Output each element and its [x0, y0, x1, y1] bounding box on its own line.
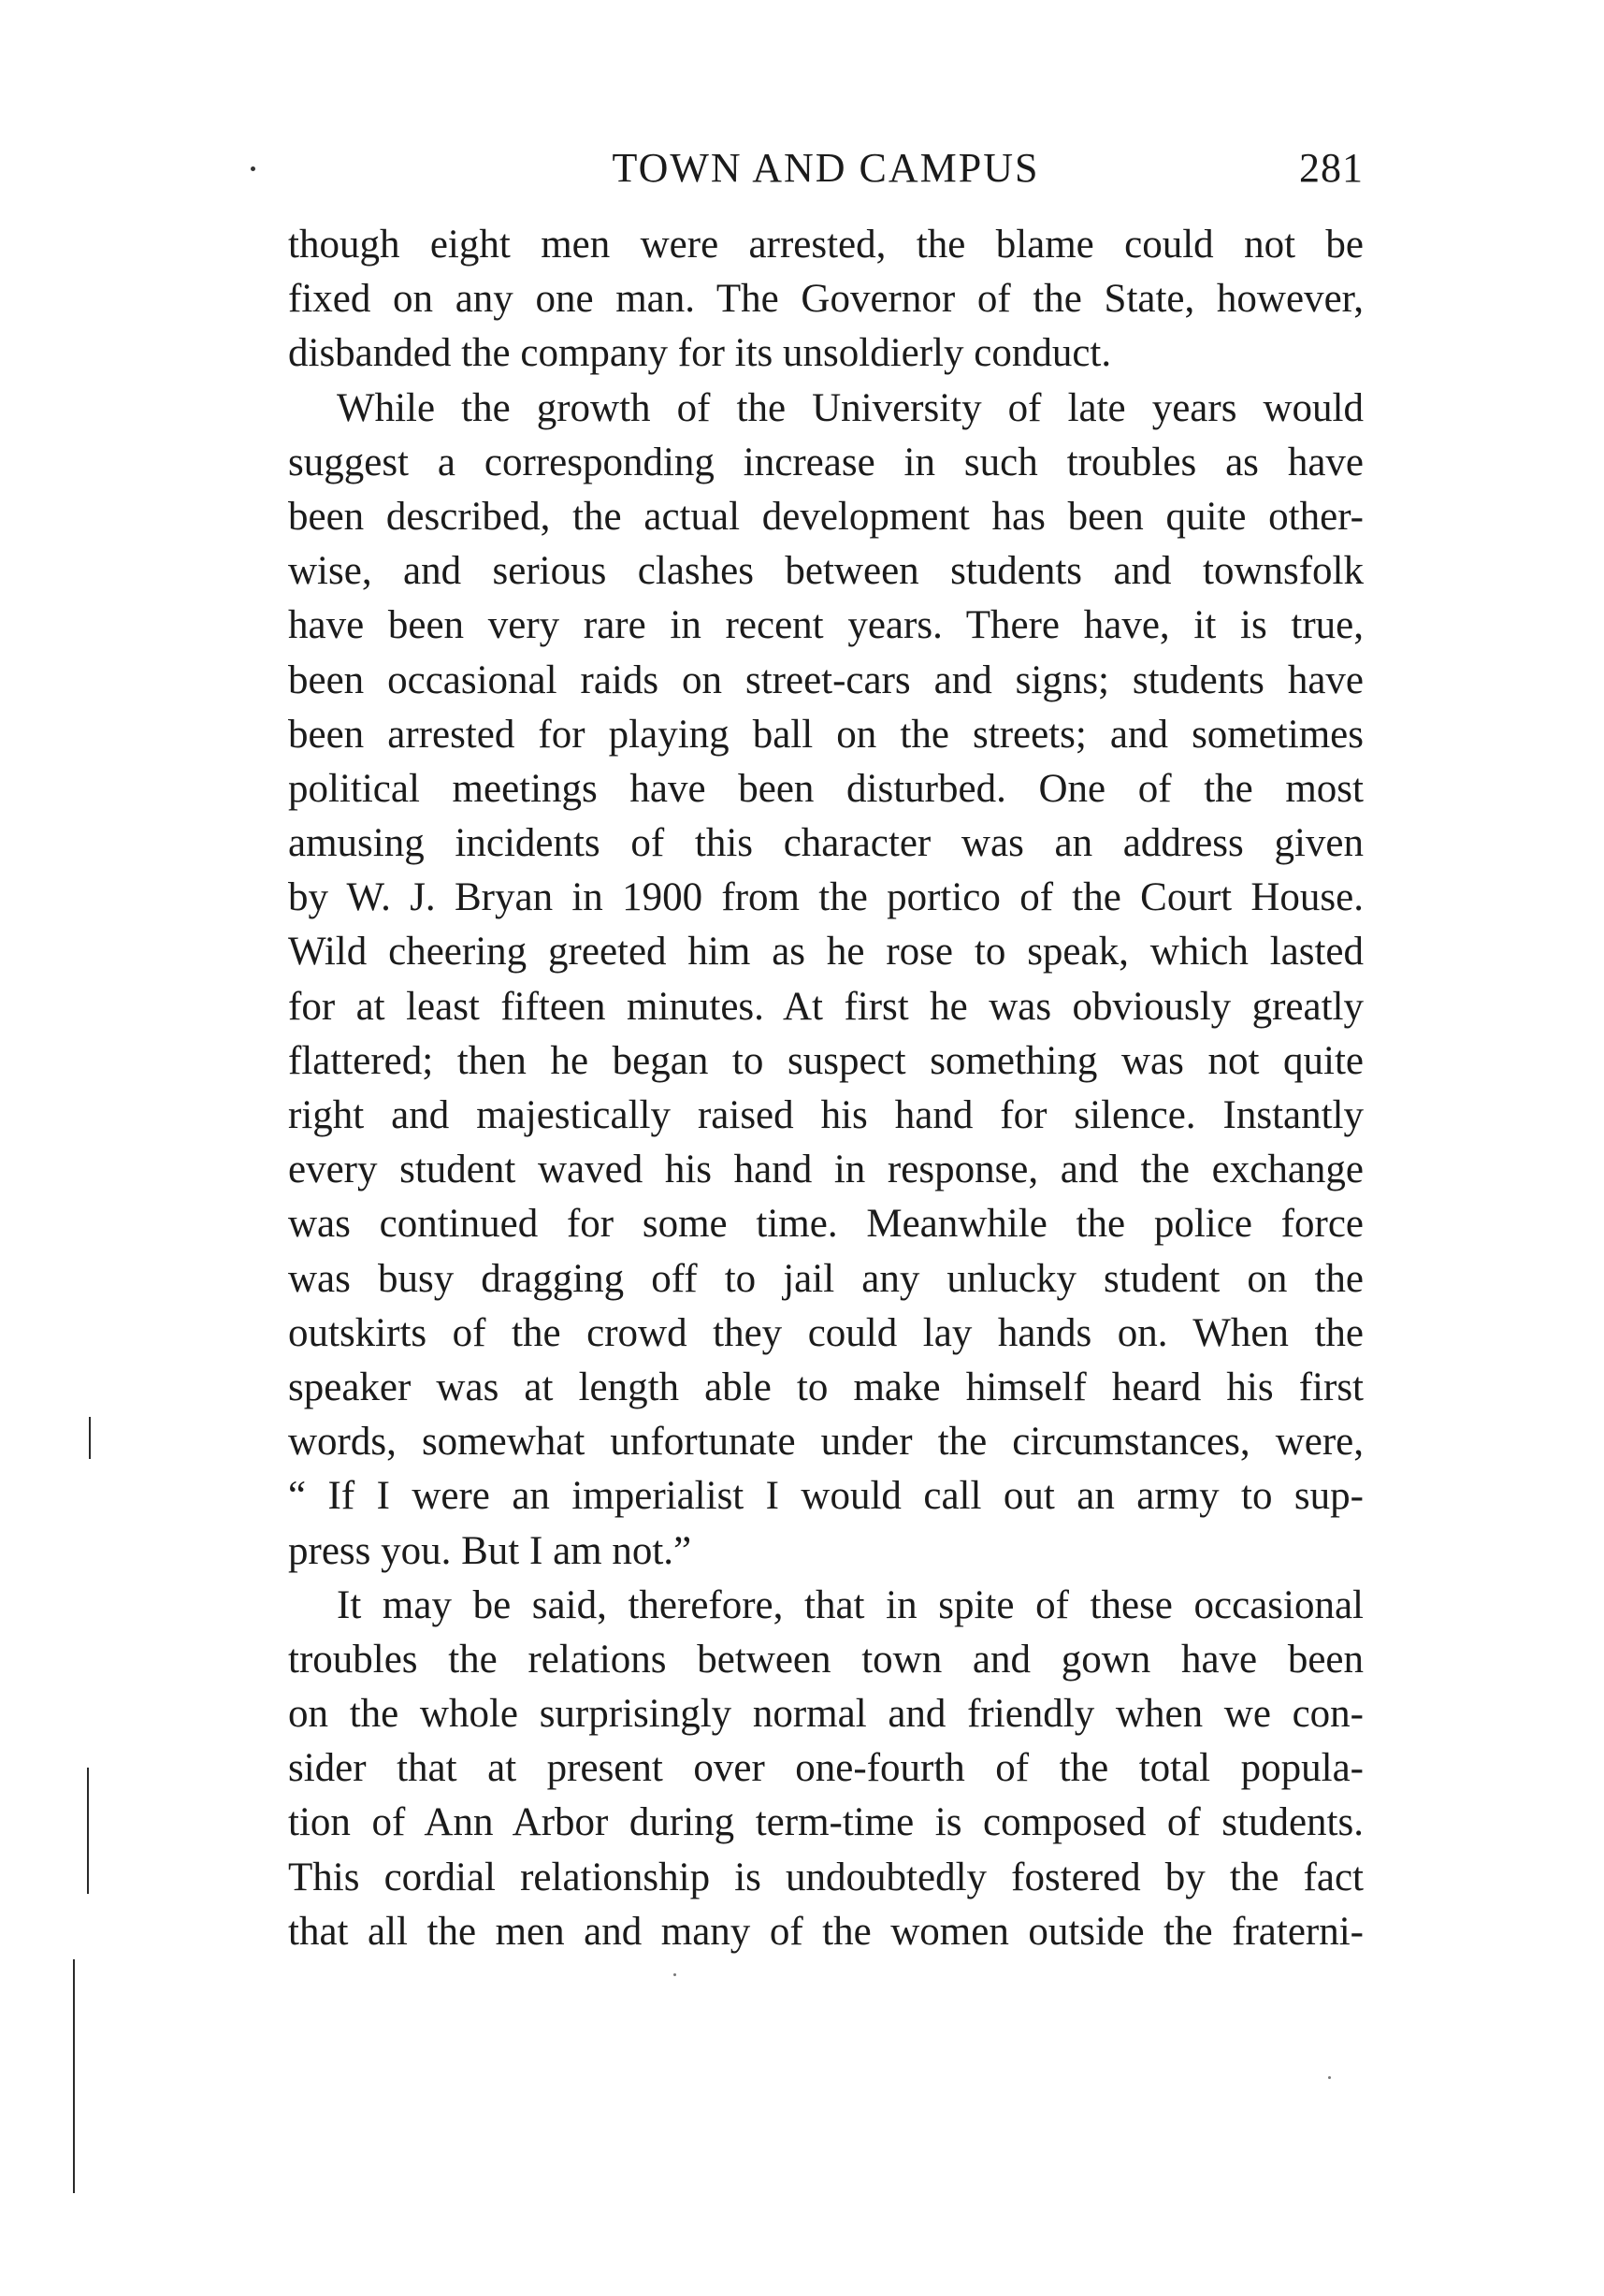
text-line: have been very rare in recent years. There have, it is true, [288, 603, 1364, 648]
text-line: It may be said, therefore, that in spite of these occasional [337, 1582, 1364, 1627]
text-line: While the growth of the University of late years would [337, 385, 1364, 430]
page-number: 281 [1299, 145, 1364, 191]
text-line: sider that at present over one-fourth of the total popula- [288, 1746, 1364, 1791]
text-line: that all the men and many of the women outside the fraterni- [288, 1909, 1364, 1954]
text-line: Wild cheering greeted him as he rose to speak, which lasted [288, 930, 1364, 975]
gutter-mark [87, 1768, 89, 1894]
text-line: been occasional raids on street-cars and signs; students have [288, 657, 1364, 702]
text-line: for at least fifteen minutes. At first he was obviously greatly [288, 984, 1364, 1029]
gutter-mark [73, 1959, 75, 2193]
text-line: troubles the relations between town and gown have been [288, 1637, 1364, 1682]
text-line: disbanded the company for its unsoldierly conduct. [288, 331, 1112, 376]
text-line: wise, and serious clashes between students and townsfolk [288, 549, 1364, 594]
text-line: every student waved his hand in response, and the exchange [288, 1148, 1364, 1192]
paper-speck [673, 1973, 676, 1976]
text-line: words, somewhat unfortunate under the circumstances, were, [288, 1420, 1364, 1465]
text-line: suggest a corresponding increase in such troubles as have [288, 440, 1364, 484]
text-line: This cordial relationship is undoubtedly fostered by the fact [288, 1855, 1364, 1899]
running-head-title: TOWN AND CAMPUS [612, 145, 1040, 191]
text-line: by W. J. Bryan in 1900 from the portico of the Court House. [288, 875, 1364, 920]
text-line: flattered; then he began to suspect something was not quite [288, 1038, 1364, 1083]
text-line: outskirts of the crowd they could lay hands on. When the [288, 1310, 1364, 1355]
text-line: right and majestically raised his hand for silence. Instantly [288, 1093, 1364, 1137]
text-line: speaker was at length able to make himself heard his first [288, 1365, 1364, 1409]
gutter-mark [89, 1417, 91, 1459]
paper-speck [1328, 2076, 1331, 2079]
text-line: was busy dragging off to jail any unlucky student on the [288, 1256, 1364, 1301]
text-line: amusing incidents of this character was an address given [288, 821, 1364, 866]
text-line: political meetings have been disturbed. One of the most [288, 766, 1364, 811]
text-line: on the whole surprisingly normal and friendly when we con- [288, 1692, 1364, 1737]
text-line: tion of Ann Arbor during term-time is composed of students. [288, 1800, 1364, 1845]
body-text [288, 218, 1364, 1959]
text-line: fixed on any one man. The Governor of the State, however, [288, 277, 1364, 322]
text-line: though eight men were arrested, the blame could not be [288, 223, 1364, 267]
text-line: press you. But I am not.” [288, 1528, 692, 1573]
text-line: “ If I were an imperialist I would call out an army to sup- [288, 1474, 1364, 1519]
text-line: was continued for some time. Meanwhile the police force [288, 1202, 1364, 1247]
header-dot [251, 166, 255, 171]
text-line: been arrested for playing ball on the streets; and sometimes [288, 712, 1364, 757]
running-head [288, 140, 1364, 206]
text-line: been described, the actual development has been quite other- [288, 494, 1364, 539]
